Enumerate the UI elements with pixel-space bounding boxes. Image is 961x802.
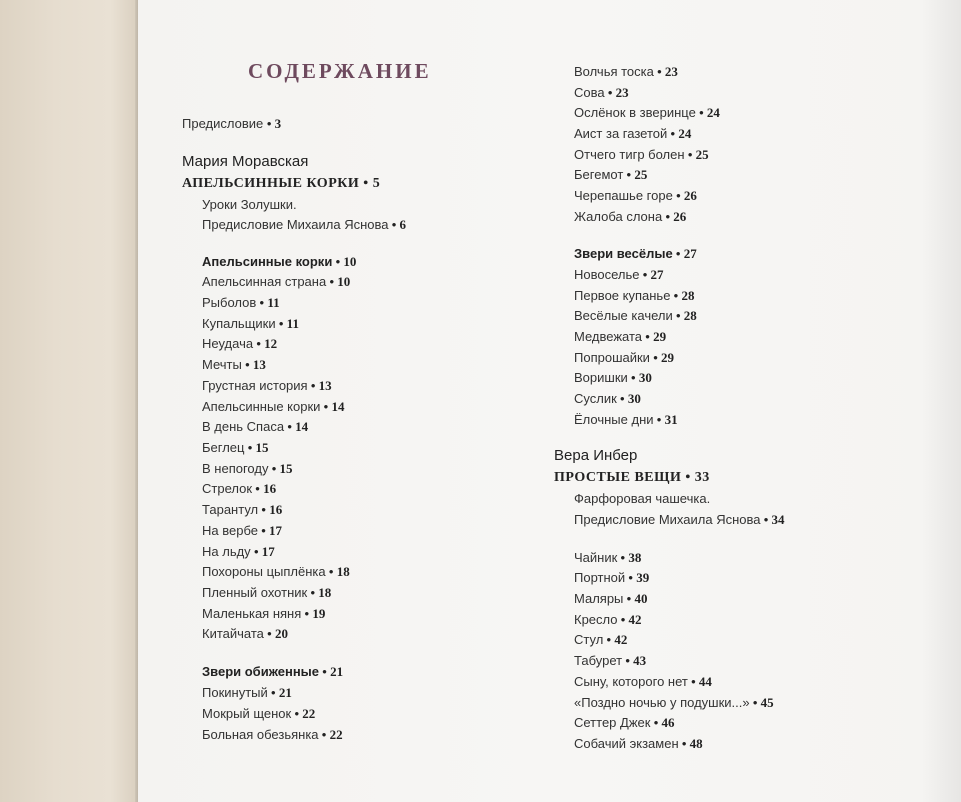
toc-entry [182,154,308,170]
toc-entry-title: Покинутый [202,685,268,700]
toc-entry-title: Похороны цыплёнка [202,564,326,579]
toc-entry-page-number: • 28 [670,288,695,303]
toc-entry-page-number: • 33 [681,470,710,485]
toc-entry-title: Новоселье [574,267,640,282]
toc-entry-page-number: • 10 [332,254,357,269]
toc-entry-title: Звери весёлые [574,246,673,261]
toc-entry [202,399,344,415]
toc-entry-title: Черепашье горе [574,188,673,203]
toc-entry-title: На вербе [202,523,258,538]
toc-entry [574,632,627,648]
toc-entry-title: Портной [574,570,626,585]
toc-entry [202,544,275,560]
toc-entry [574,188,697,204]
toc-entry-page-number: • 20 [263,626,288,641]
toc-entry-page-number: • 23 [653,64,678,79]
toc-entry-page-number: • 26 [662,209,687,224]
toc-entry [574,370,652,386]
toc-entry [202,502,282,518]
toc-entry [574,570,649,586]
toc-entry-page-number: • 23 [604,85,629,100]
toc-entry-page-number: • 27 [672,246,697,261]
toc-entry [574,591,647,607]
toc-entry-title: Звери обиженные [202,664,320,679]
toc-entry [182,176,380,192]
toc-entry-page-number: • 15 [244,440,269,455]
toc-entry [202,274,350,290]
toc-entry-page-number: • 19 [301,606,326,621]
toc-entry [574,126,691,142]
toc-entry [202,706,315,722]
toc-entry [202,481,276,497]
toc-entry [202,664,343,680]
toc-entry-page-number: • 18 [325,564,350,579]
toc-entry-title: Предисловие Михаила Яснова [574,512,761,527]
toc-entry [574,308,697,324]
toc-entry-title: Табурет [574,653,623,668]
toc-entry-title: Мария Моравская [182,153,309,170]
toc-entry [574,612,642,628]
toc-entry-page-number: • 39 [625,570,650,585]
toc-entry [202,685,292,701]
toc-entry [202,564,350,580]
toc-entry-title: Апельсинные корки [202,254,333,269]
toc-entry [554,470,710,486]
toc-entry-page-number: • 21 [319,664,344,679]
toc-entry [574,653,646,669]
toc-entry-title: Мечты [202,357,242,372]
toc-entry-page-number: • 16 [258,502,283,517]
toc-entry-page-number: • 29 [642,329,667,344]
toc-entry-title: Стул [574,632,604,647]
toc-entry-page-number: • 31 [653,412,678,427]
toc-entry [554,448,637,464]
toc-entry-page-number: • 14 [320,399,345,414]
toc-entry-title: Маленькая няня [202,606,302,621]
toc-entry-title: Китайчата [202,626,264,641]
toc-entry [574,147,709,163]
toc-entry-page-number: • 38 [617,550,642,565]
toc-entry [202,357,266,373]
toc-entry [202,217,406,233]
toc-entry-title: Предисловие [182,116,267,131]
toc-entry [202,378,332,394]
toc-entry-title: Беглец [202,440,245,455]
toc-entry [202,197,297,213]
toc-entry-page-number: • 18 [307,585,332,600]
toc-entry-title: На льду [202,544,251,559]
toc-entry [574,736,703,752]
toc-entry-page-number: • 30 [616,391,641,406]
toc-entry-page-number: • 3 [266,116,282,131]
toc-entry [202,336,277,352]
toc-entry-title: ПРОСТЫЕ ВЕЩИ [554,470,682,485]
toc-entry-title: Мокрый щенок [202,706,292,721]
toc-entry [202,440,269,456]
toc-entry [202,626,288,642]
toc-entry-title: Пленный охотник [202,585,308,600]
toc-entry-title: Воришки [574,370,628,385]
page-title: СОДЕРЖАНИЕ [248,59,432,83]
toc-entry-page-number: • 6 [388,217,407,232]
toc-entry-page-number: • 11 [256,295,280,310]
toc-entry-title: «Поздно ночью у подушки...» [574,695,750,710]
toc-entry [574,85,629,101]
toc-entry-title: Аист за газетой [574,126,668,141]
toc-entry-page-number: • 22 [291,706,316,721]
toc-entry-title: В непогоду [202,461,269,476]
toc-entry-page-number: • 43 [622,653,647,668]
toc-entry-title: Неудача [202,336,254,351]
toc-entry-title: Стрелок [202,481,253,496]
toc-entry [574,246,697,262]
toc-entry [574,350,674,366]
toc-entry-page-number: • 17 [250,544,275,559]
toc-entry [574,550,641,566]
toc-entry-title: Сыну, которого нет [574,674,688,689]
toc-entry-title: Медвежата [574,329,643,344]
toc-entry-page-number: • 44 [687,674,712,689]
toc-entry [202,727,343,743]
toc-entry [202,316,299,332]
toc-entry-title: Чайник [574,550,618,565]
toc-entry-title: Суслик [574,391,617,406]
toc-entry-title: Отчего тигр болен [574,147,685,162]
toc-entry-page-number: • 24 [695,105,720,120]
toc-entry [574,391,641,407]
toc-entry-page-number: • 13 [241,357,266,372]
toc-entry-page-number: • 14 [284,419,309,434]
toc-entry-title: Весёлые качели [574,308,673,323]
toc-entry [202,585,331,601]
toc-entry-title: Бегемот [574,167,624,182]
toc-entry [202,461,293,477]
toc-entry-page-number: • 26 [672,188,697,203]
toc-entry-title: Ёлочные дни [574,412,654,427]
toc-entry-title: Предисловие Михаила Яснова [202,217,389,232]
toc-entry [574,288,694,304]
toc-entry [574,674,712,690]
toc-entry [202,606,325,622]
toc-entry [182,116,281,132]
toc-entry [574,267,664,283]
toc-entry-page-number: • 24 [667,126,692,141]
toc-entry-title: Волчья тоска [574,64,654,79]
toc-entry-title: Первое купанье [574,288,671,303]
toc-entry-title: В день Спаса [202,419,285,434]
toc-entry-page-number: • 42 [603,632,628,647]
toc-entry-title: Ослёнок в зверинце [574,105,696,120]
toc-entry-page-number: • 25 [684,147,709,162]
toc-entry-title: Апельсинные корки [202,399,321,414]
toc-entry-page-number: • 11 [275,316,299,331]
toc-entry-title: Кресло [574,612,618,627]
toc-entry-page-number: • 25 [623,167,648,182]
toc-entry [202,295,280,311]
toc-entry [574,715,675,731]
toc-entry [574,412,678,428]
toc-entry-page-number: • 17 [257,523,283,538]
toc-entry [574,329,666,345]
toc-entry-page-number: • 21 [267,685,292,700]
toc-entry [574,105,720,121]
toc-entry-title: Грустная история [202,378,308,393]
toc-entry-page-number: • 22 [318,727,343,742]
toc-entry-page-number: • 48 [678,736,703,751]
toc-entry-title: Попрошайки [574,350,650,365]
toc-entry-page-number: • 42 [617,612,642,627]
toc-entry-page-number: • 13 [307,378,332,393]
toc-entry-title: Тарантул [202,502,259,517]
toc-entry [202,523,282,539]
toc-entry-title: Сеттер Джек [574,715,651,730]
toc-entry [574,512,785,528]
toc-entry [574,64,678,80]
toc-entry [574,695,774,711]
toc-entry-title: Рыболов [202,295,257,310]
toc-entry-title: Больная обезьянка [202,727,319,742]
toc-entry-title: Собачий экзамен [574,736,679,751]
toc-entry [202,419,308,435]
toc-entry-page-number: • 16 [252,481,277,496]
toc-entry-title: Фарфоровая чашечка. [574,491,711,506]
toc-entry-title: Купальщики [202,316,276,331]
book-spine-edge [0,0,138,802]
toc-entry-title: АПЕЛЬСИННЫЕ КОРКИ [182,176,360,191]
toc-entry-page-number: • 30 [627,370,652,385]
toc-entry-title: Апельсинная страна [202,274,327,289]
toc-entry-page-number: • 12 [253,336,278,351]
toc-entry [202,254,356,270]
toc-entry-title: Сова [574,85,605,100]
toc-entry-title: Маляры [574,591,624,606]
toc-entry-page-number: • 10 [326,274,351,289]
toc-entry-page-number: • 40 [623,591,648,606]
toc-entry-page-number: • 34 [760,512,785,527]
toc-entry-page-number: • 28 [672,308,697,323]
toc-entry-title: Жалоба слона [574,209,663,224]
toc-entry-title: Вера Инбер [554,447,638,464]
toc-entry [574,491,710,507]
toc-entry-page-number: • 46 [650,715,675,730]
toc-entry-page-number: • 5 [359,176,381,191]
toc-entry-page-number: • 27 [639,267,664,282]
toc-entry [574,167,647,183]
toc-entry [574,209,686,225]
toc-entry-page-number: • 15 [268,461,293,476]
toc-entry-page-number: • 29 [649,350,675,365]
toc-entry-title: Уроки Золушки. [202,197,297,212]
toc-entry-page-number: • 45 [749,695,774,710]
